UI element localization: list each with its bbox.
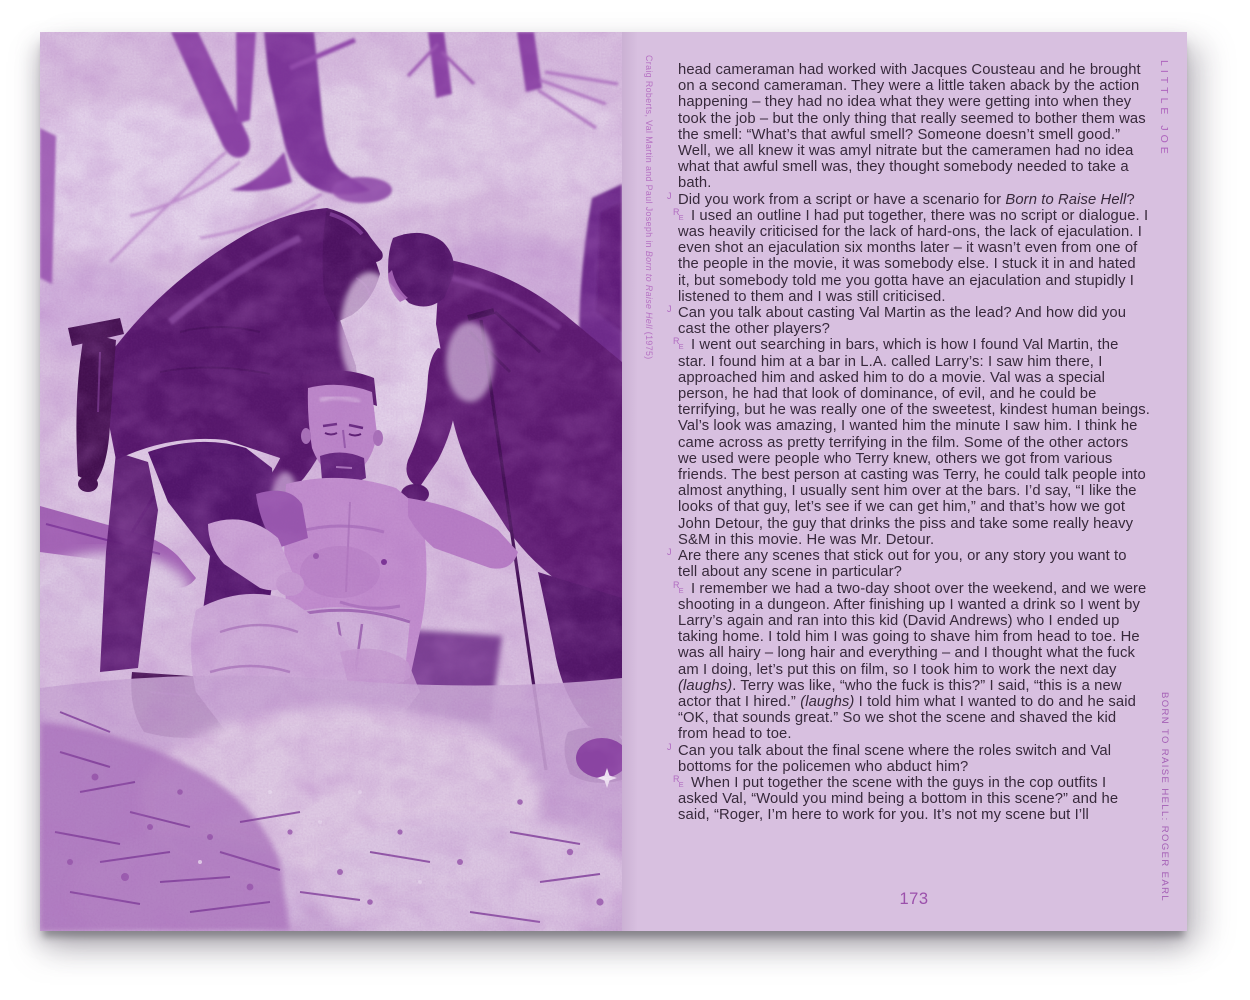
running-footer-vertical: BORN TO RAISE HELL: ROGER EARL [1159,691,1170,902]
photo-caption-text [644,55,654,360]
speaker-marker-letter: E [678,212,684,222]
speaker-marker-re [673,579,684,597]
speaker-marker-j [667,303,672,320]
interview-answer [673,773,1150,824]
interview-question [667,741,1150,775]
interview-segment: Did you work from a script or have a scenario for [678,191,1006,208]
speaker-marker-letter: E [678,779,684,789]
speaker-marker-letter: J [667,741,672,752]
interview-segment: (laughs) [678,677,733,694]
interview-segment: Can you talk about the final scene where the roles switch and Val bottoms for the policemen who abduct him? [678,742,1112,775]
speaker-marker-re [673,773,684,791]
interview-answer [673,336,1150,548]
speaker-marker-re [673,206,684,224]
interview-answer [673,206,1150,305]
interview-segment: I used an outline I had put together, there was no script or dialogue. I was heavily criticised for the lack of hard-ons, the lack of ejaculation. I even shot an ejaculation six months later – it wasn’t even from one of the people in the movie, it was somebody else. I stuck it in and hated it, but somebody told me you gotta have an ejaculation and stupidly I listened to them and I was still criticised. [678,207,1149,305]
interview-question [667,547,1150,581]
speaker-marker-j [667,190,672,207]
speaker-marker-letter: J [667,304,672,315]
caption-segment: (1975) [644,328,654,360]
interview-segment: I went out searching in bars, which is how I found Val Martin, the star. I found him at a bar in L.A. called Larry’s: I saw him there, I approached him and asked him to do a movie. Val was a special person, he had that look of dominance, of evil, and he could be terrifying, but he was really one of the sweetest, kindest human beings. Val’s look was amazing, I wanted him the minute I saw him. I think he came across as pretty terrifying in the film. Some of the other actors we used were people who Terry knew, others we got from various friends. The best person at casting was Terry, he could talk people into almost anything, I usually sent him over at the bars. I’d say, “I like the looks of that guy, let’s see if we can get him,” and that’s how we got John Detour, the guy that drinks the piss and take some really heavy S&M in this movie. He was Mr. Detour. [678,337,1150,548]
interview-continuation [678,62,1150,192]
interview-segment: When I put together the scene with the guys in the cop outfits I asked Val, “Would you mind being a bottom in this scene?” and he said, “Roger, I’m here to work for you. It’s not my scene but I’ll [678,774,1119,824]
interview-segment: ? [1126,191,1135,208]
speaker-marker-letter: J [667,547,672,558]
interview-segment: head cameraman had worked with Jacques Cousteau and he brought on a second cameraman. They were a little taken aback by the action happening – they had no idea what they were getting into when they took the job – but the only thing that really seemed to bother them was the smell: “What’s that awful smell? Someone doesn’t smell good.” Well, we all knew it was amyl nitrate but the cameramen had no idea what that awful smell was, they thought somebody needed to take a bath. [678,62,1146,192]
page-number: 173 [899,890,929,908]
speaker-marker-j [667,546,672,563]
speaker-marker-letter: E [678,342,684,352]
interview-segment: (laughs) [800,693,855,710]
left-page [40,32,622,931]
speaker-marker-letter: E [678,585,684,595]
caption-segment: Craig Roberts, Val Martin and Paul Joseph in [644,55,654,251]
interview-segment: . Terry was like, “who the fuck is this?” I said, “this is a new actor that I hired.” [678,677,1122,710]
speaker-marker-letter: R [673,336,680,347]
interview-segment: Can you talk about casting Val Martin as the lead? And how did you cast the other players? [678,305,1127,338]
speaker-marker-j [667,741,672,758]
speaker-marker-re [673,335,684,353]
speaker-marker-letter: R [673,579,680,590]
interview-answer [673,579,1150,743]
duotone-photo [40,32,622,931]
interview-segment: I remember we had a two-day shoot over the weekend, and we were shooting in a dungeon. After finishing up I wanted a drink so I went by Larry’s again and ran into this kid (David Andrews) who I ended up taking home. I told him I was going to shave him from head to toe. He was all hairy – long hair and everything – and I thought what the fuck am I doing, let’s put this on film, so I took him to work the next day [678,580,1147,678]
interview-segment: I told him what I wanted to do and he said “OK, that sounds great.” So we shot the scene and shaved the kid from head to toe. [678,693,1136,743]
texture-grain [40,32,622,931]
speaker-marker-letter: R [673,206,680,217]
interview-segment: Born to Raise Hell [1005,191,1127,208]
caption-segment: Born to Raise Hell [644,250,654,329]
speaker-marker-letter: R [673,773,680,784]
interview-column [667,62,1150,824]
right-page [622,32,1187,931]
interview-question [667,304,1150,338]
speaker-marker-letter: J [667,190,672,201]
interview-segment: Are there any scenes that stick out for you, or any story you want to tell about any scene in particular? [678,548,1127,581]
running-header-vertical: LITTLE JOE [1158,60,1170,158]
book-spread [40,32,1187,931]
interview-question [667,190,1150,208]
gutter-shade [622,32,638,931]
